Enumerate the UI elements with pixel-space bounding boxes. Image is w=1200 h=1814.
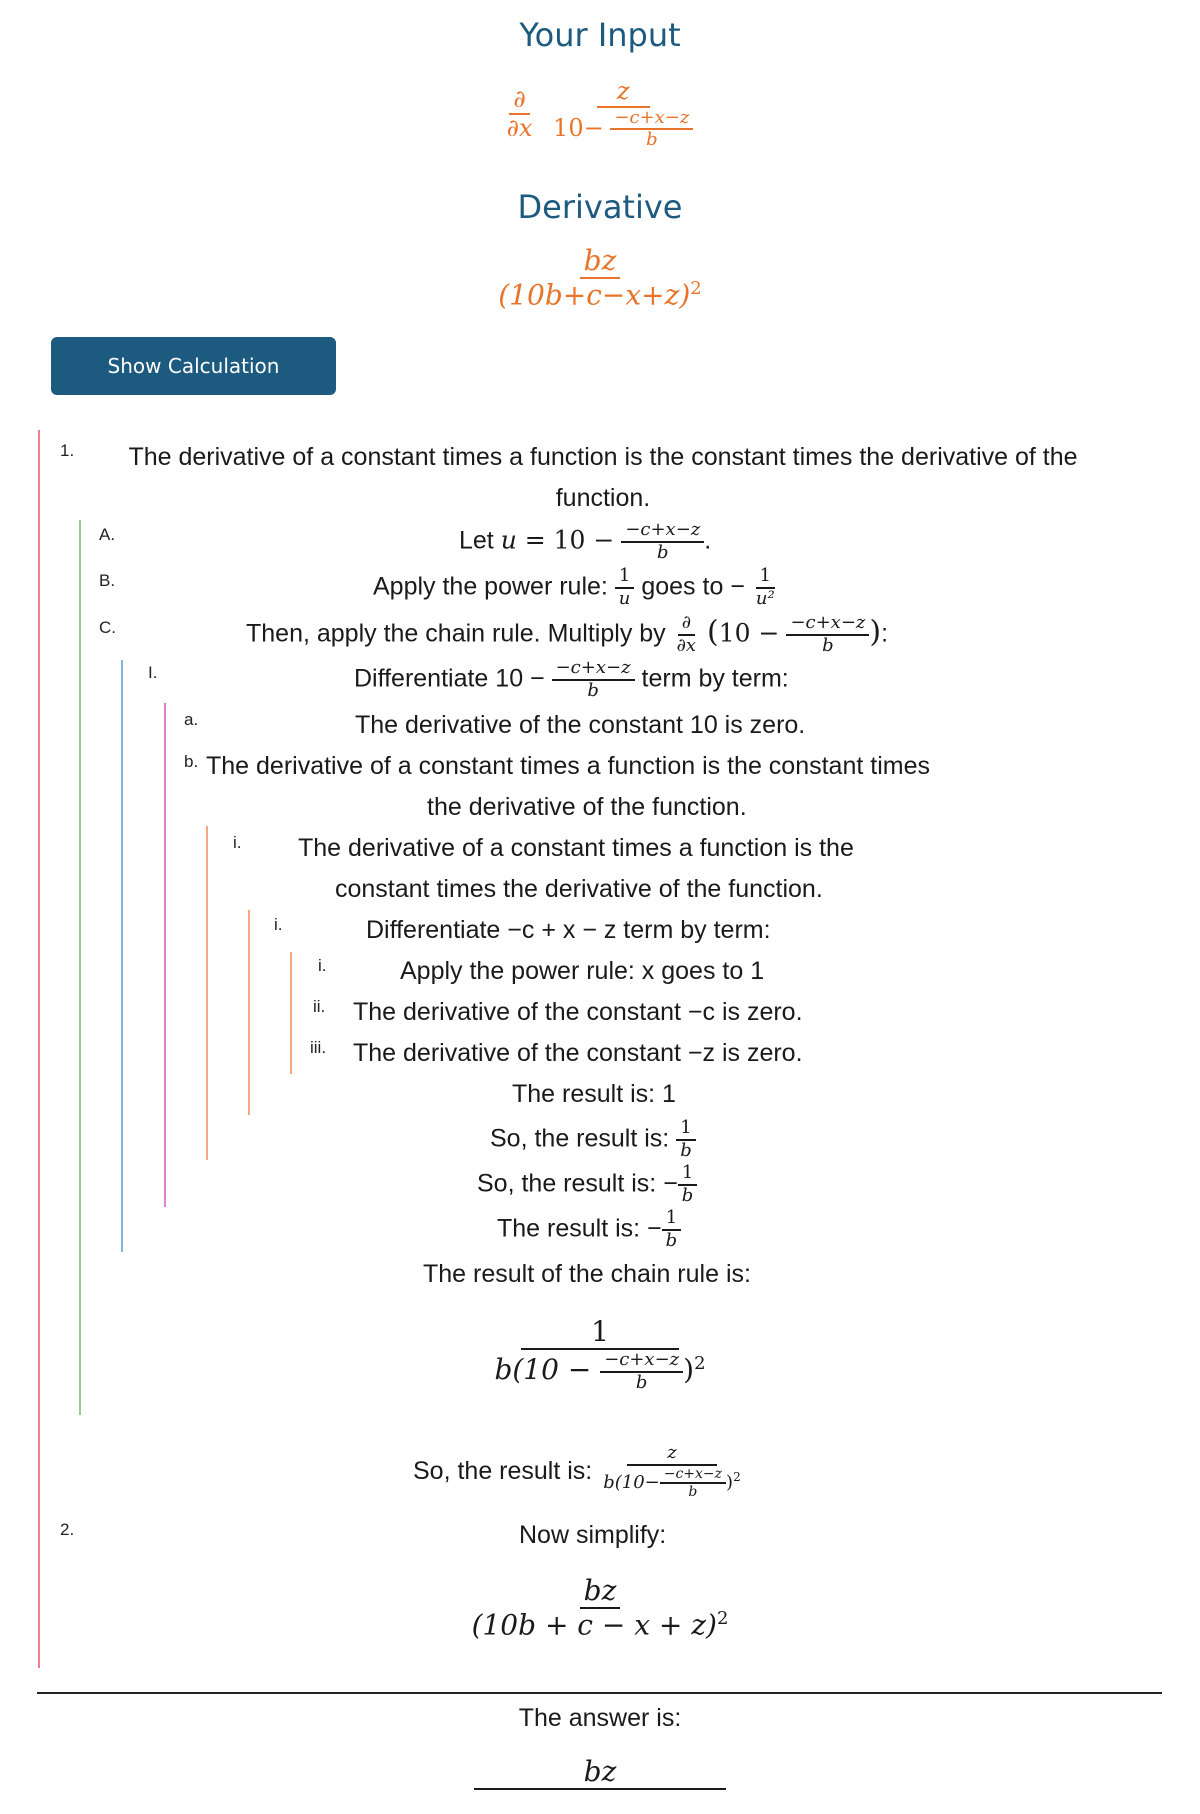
step-marker-I: I. bbox=[148, 663, 158, 682]
result-line-3: So, the result is: − $\frac{1}{b}$ bbox=[477, 1163, 697, 1206]
step-i3-text: Apply the power rule: x goes to 1 bbox=[400, 957, 765, 985]
result-line-2: So, the result is: $\frac{1}{b}$ bbox=[490, 1118, 696, 1161]
divider bbox=[37, 1692, 1162, 1694]
input-inner-numerator: −c+x−z bbox=[610, 108, 693, 131]
step-marker-2: 2. bbox=[60, 1520, 75, 1539]
step-1-text-cont: function. bbox=[555, 484, 651, 512]
derivative-exponent: 2 bbox=[690, 278, 702, 300]
step-C-text: Then, apply the chain rule. Multiply by $\frac{\partial}{\partial x}$ (10 − $\frac{-c+x-z}{b}$ ): bbox=[246, 612, 889, 656]
answer-label: The answer is: bbox=[518, 1704, 682, 1732]
step-marker-b: b. bbox=[184, 752, 199, 771]
chain-rule-result: 1 b(10 − $\frac{-c+x-z}{b}$ )$^2$ bbox=[494, 1315, 706, 1393]
step-marker-i3: i. bbox=[318, 956, 327, 975]
step-1-text: The derivative of a constant times a function is the constant times the derivative of the bbox=[128, 443, 1078, 471]
derivative-numerator: bz bbox=[580, 245, 621, 279]
result-line-4: The result is: − $\frac{1}{b}$ bbox=[497, 1208, 681, 1251]
step-i1-text-cont: constant times the derivative of the function. bbox=[335, 875, 823, 903]
step-marker-i2: i. bbox=[274, 915, 283, 934]
step-marker-1: 1. bbox=[60, 441, 75, 460]
level4-bar bbox=[164, 703, 166, 1207]
step-marker-C: C. bbox=[99, 618, 116, 637]
deriv-numerator: ∂ bbox=[509, 86, 529, 116]
step-marker-a: a. bbox=[184, 710, 199, 729]
input-expression bbox=[0, 78, 1200, 151]
result-line-6: So, the result is: z b(10− $\frac{-c+x-z}{b}$ )$^2$ bbox=[413, 1442, 741, 1500]
step-2-text: Now simplify: bbox=[519, 1521, 667, 1549]
step-A-text: Let u = 10 − $\frac{-c+x-z}{b}$ . bbox=[459, 519, 712, 563]
step-b-text: The derivative of a constant times a function is the constant times bbox=[206, 752, 930, 780]
level2-bar bbox=[79, 520, 81, 1415]
step-i2-text: Differentiate −c + x − z term by term: bbox=[366, 916, 771, 944]
level7-bar bbox=[290, 952, 292, 1074]
level1-bar bbox=[38, 430, 40, 1668]
step-B-text: Apply the power rule: $\frac{1}{u}$ goes to − $\frac{1}{\text{u²}}$ bbox=[373, 565, 775, 609]
level5-bar bbox=[206, 826, 208, 1160]
level3-bar bbox=[121, 660, 123, 1252]
step-ii-text: The derivative of the constant −c is zero. bbox=[353, 998, 803, 1026]
step-I-text: Differentiate 10 − $\frac{-c+x-z}{b}$ term by term: bbox=[354, 657, 789, 701]
result-line-5: The result of the chain rule is: bbox=[423, 1260, 751, 1288]
derivative-heading: Derivative bbox=[517, 188, 683, 226]
step-b-text-cont: the derivative of the function. bbox=[427, 793, 747, 821]
step-a-text: The derivative of the constant 10 is zero. bbox=[355, 711, 806, 739]
step-marker-B: B. bbox=[99, 571, 116, 590]
step-i1-text: The derivative of a constant times a function is the bbox=[298, 834, 854, 862]
input-inner-denominator: b bbox=[646, 129, 658, 151]
step-marker-i1: i. bbox=[233, 833, 242, 852]
show-calculation-button[interactable]: Show Calculation bbox=[51, 337, 336, 395]
input-numerator: z bbox=[597, 78, 650, 108]
derivative-denominator: (10b+c−x+z) bbox=[498, 278, 691, 312]
step-marker-ii: ii. bbox=[313, 997, 326, 1016]
input-heading: Your Input bbox=[519, 16, 681, 54]
derivative-expression bbox=[0, 245, 1200, 312]
step-marker-A: A. bbox=[99, 525, 116, 544]
step-iii-text: The derivative of the constant −z is zero. bbox=[353, 1039, 803, 1067]
answer-expression: bz bbox=[0, 1756, 1200, 1800]
result-line-1: The result is: 1 bbox=[512, 1080, 676, 1108]
deriv-denominator: ∂x bbox=[506, 114, 533, 143]
level6-bar bbox=[248, 910, 250, 1115]
simplified-expression: $\frac{bz}{(10b + c - x + z)^2}$ bbox=[471, 1574, 729, 1642]
step-marker-iii: iii. bbox=[310, 1038, 327, 1057]
input-den-prefix: 10− bbox=[553, 113, 604, 142]
